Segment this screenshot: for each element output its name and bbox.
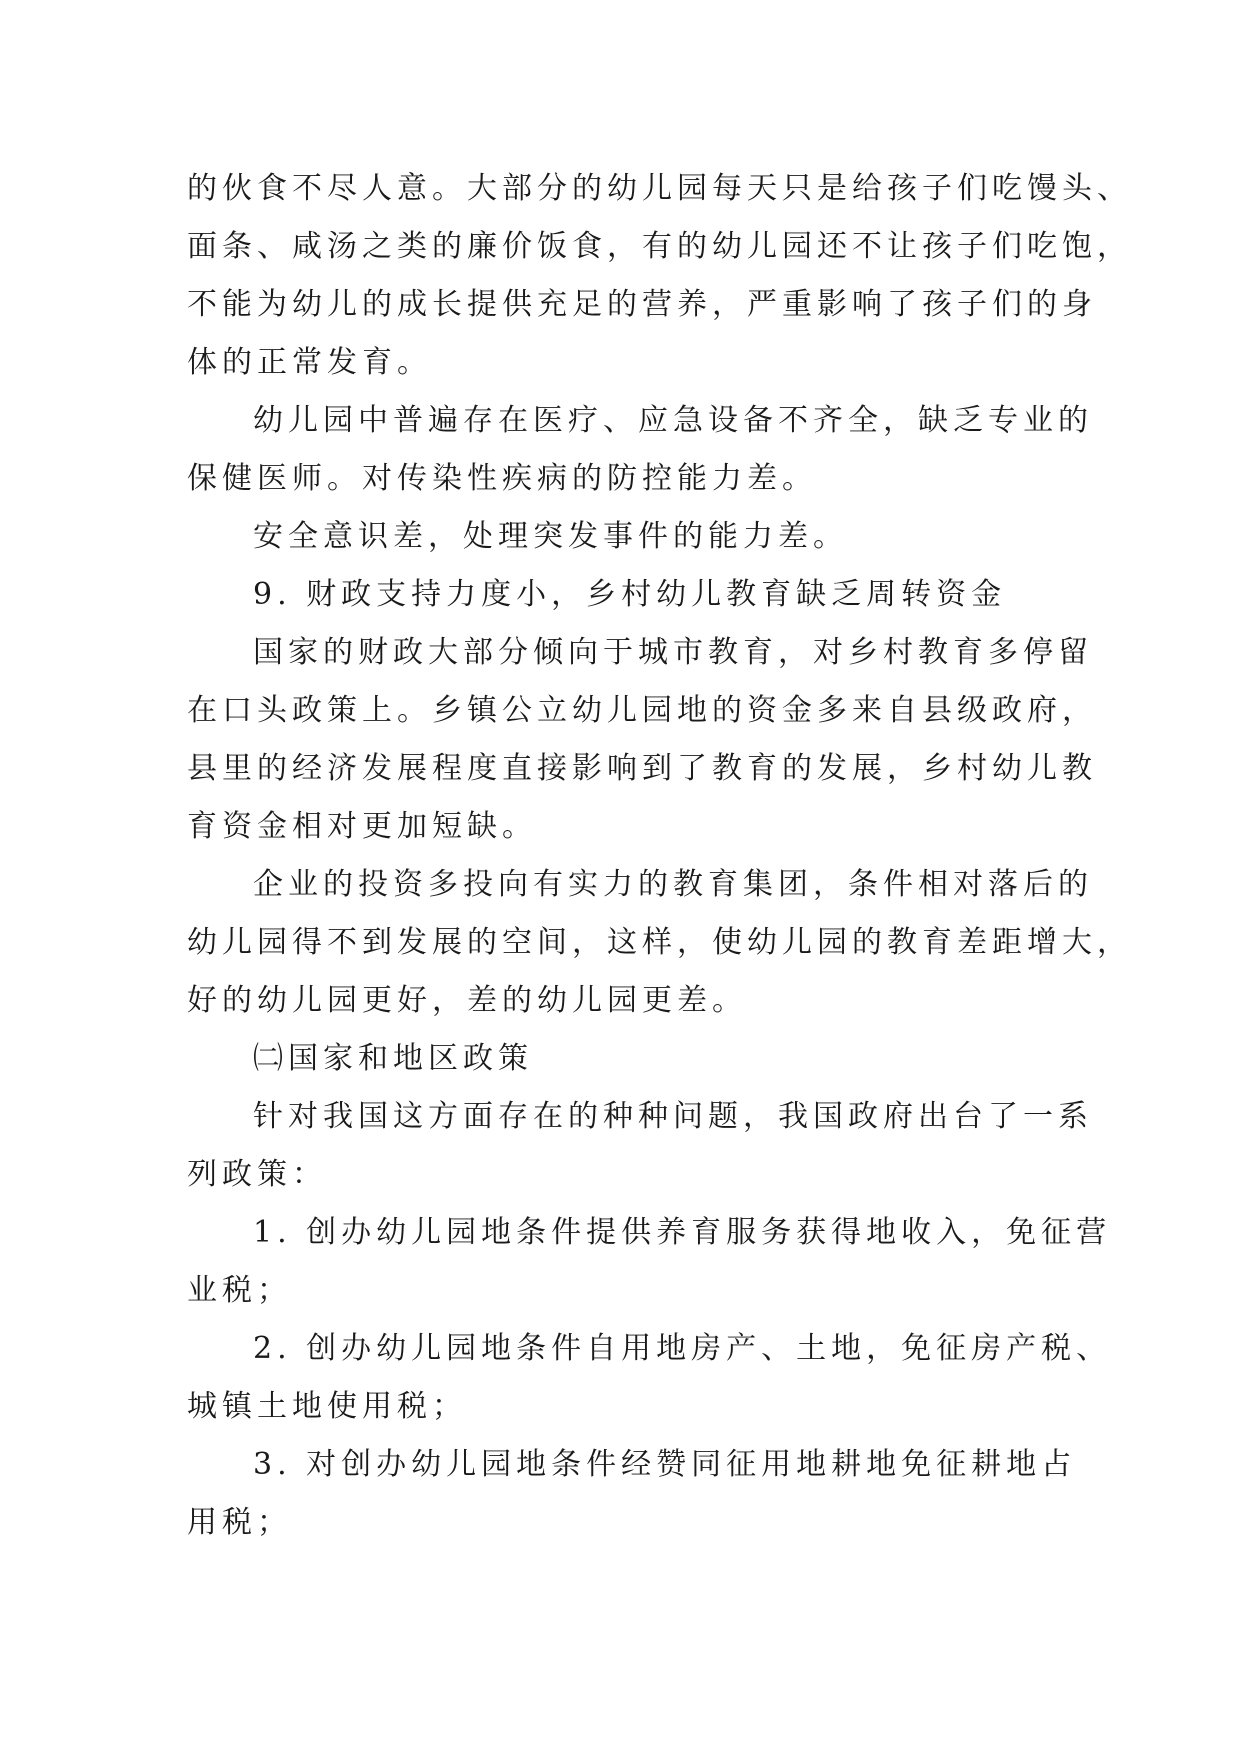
text-line: 体的正常发育。 [187, 345, 432, 380]
text-line: 面条、咸汤之类的廉价饭食，有的幼儿园还不让孩子们吃饱， [187, 229, 1132, 264]
list-item: 业税； [187, 1273, 292, 1308]
text-line: 安全意识差，处理突发事件的能力差。 [253, 519, 848, 554]
list-item: 3. 对创办幼儿园地条件经赞同征用地耕地免征耕地占 [253, 1447, 1077, 1482]
text-line: 保健医师。对传染性疾病的防控能力差。 [187, 461, 817, 496]
text-line: 的伙食不尽人意。大部分的幼儿园每天只是给孩子们吃馒头、 [187, 171, 1132, 206]
list-item: 用税； [187, 1505, 292, 1540]
text-line: 好的幼儿园更好，差的幼儿园更差。 [187, 983, 747, 1018]
list-item: 1. 创办幼儿园地条件提供养育服务获得地收入，免征营 [253, 1215, 1112, 1250]
text-line: 幼儿园中普遍存在医疗、应急设备不齐全，缺乏专业的 [253, 403, 1093, 438]
text-line: 育资金相对更加短缺。 [187, 809, 537, 844]
list-item: 城镇土地使用税； [187, 1389, 467, 1424]
text-line: 国家的财政大部分倾向于城市教育，对乡村教育多停留 [253, 635, 1093, 670]
text-line: 不能为幼儿的成长提供充足的营养，严重影响了孩子们的身 [187, 287, 1097, 322]
text-line: 县里的经济发展程度直接影响到了教育的发展，乡村幼儿教 [187, 751, 1097, 786]
list-item: 2. 创办幼儿园地条件自用地房产、土地，免征房产税、 [253, 1331, 1112, 1366]
text-line: 幼儿园得不到发展的空间，这样，使幼儿园的教育差距增大， [187, 925, 1132, 960]
section-heading: 9. 财政支持力度小，乡村幼儿教育缺乏周转资金 [253, 577, 1007, 612]
text-line: 针对我国这方面存在的种种问题，我国政府出台了一系 [253, 1099, 1093, 1134]
section-heading: ㈡国家和地区政策 [253, 1041, 533, 1076]
text-line: 在口头政策上。乡镇公立幼儿园地的资金多来自县级政府， [187, 693, 1097, 728]
document-body [187, 160, 1132, 1552]
text-line: 列政策： [187, 1157, 327, 1192]
text-line: 企业的投资多投向有实力的教育集团，条件相对落后的 [253, 867, 1093, 902]
